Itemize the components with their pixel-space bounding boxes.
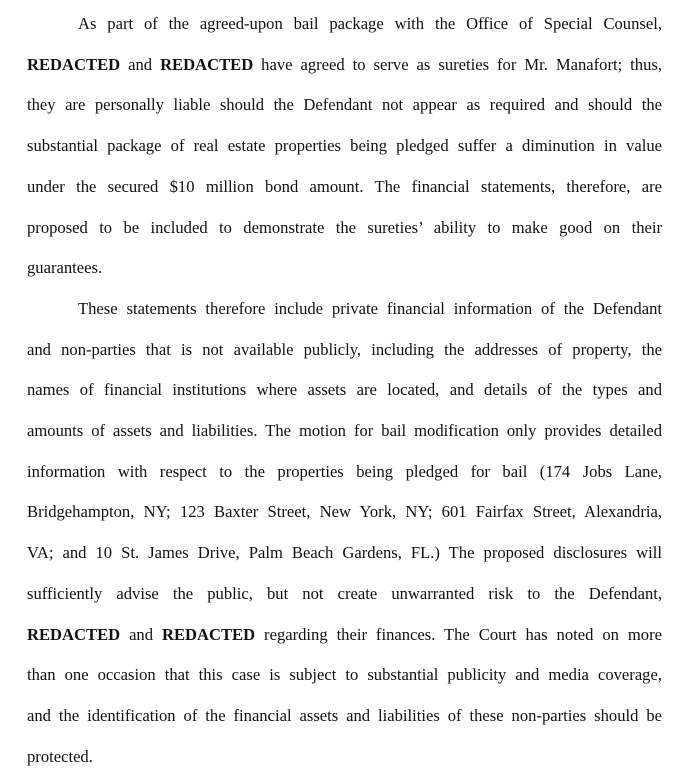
paragraph-2-line-12 [27,746,662,768]
paragraph-1-line-1 [78,13,662,35]
paragraph-1-line-5 [27,176,662,198]
redacted-name: REDACTED [27,624,121,644]
text-run: and the identification of the financial assets and liabilities of these non-parties should be [27,705,662,725]
paragraph-2-line-1 [78,298,662,320]
paragraph-2-line-4 [27,420,662,442]
text-run: under the secured $10 million bond amount. The financial statements, therefore, are [27,176,662,196]
paragraph-1-line-6 [27,217,662,239]
text-run: and non-parties that is not available publicly, including the addresses of property, the [27,339,662,359]
redacted-name: REDACTED [27,54,121,74]
text-run: guarantees. [27,258,103,278]
redacted-name: REDACTED [161,624,256,644]
text-run: regarding their finances. The Court has noted on more [255,624,662,644]
paragraph-1-line-7 [27,257,662,279]
paragraph-2-line-3 [27,379,662,401]
paragraph-2-line-8 [27,583,662,605]
paragraph-1-line-4 [27,135,662,157]
paragraph-2-line-2 [27,339,662,361]
text-run: proposed to be included to demonstrate the sureties’ ability to make good on their [27,217,662,237]
text-run: and [120,624,162,644]
text-run: names of financial institutions where assets are located, and details of the types and [27,380,662,400]
text-run: information with respect to the properties being pledged for bail (174 Jobs Lane, [27,461,662,481]
text-run: VA; and 10 St. James Drive, Palm Beach Gardens, FL.) The proposed disclosures will [27,543,662,563]
text-run: they are personally liable should the Defendant not appear as required and should the [27,95,662,115]
text-run: sufficiently advise the public, but not create unwarranted risk to the Defendant, [27,583,662,603]
text-run: substantial package of real estate properties being pledged suffer a diminution in value [27,136,662,156]
paragraph-2-line-7 [27,542,662,564]
text-run: These statements therefore include private financial information of the Defendant [78,298,662,318]
text-run: protected. [27,746,93,766]
text-run: As part of the agreed-upon bail package with the Office of Special Counsel, [78,14,662,33]
paragraph-1-line-3 [27,94,662,116]
text-run: amounts of assets and liabilities. The motion for bail modification only provides detailed [27,421,662,440]
paragraph-2-line-9 [27,624,662,646]
redacted-name: REDACTED [160,54,254,74]
paragraph-2-line-5 [27,461,662,483]
paragraph-2-line-6 [27,501,662,523]
paragraph-2-line-10 [27,664,662,686]
text-run: Bridgehampton, NY; 123 Baxter Street, New York, NY; 601 Fairfax Street, Alexandria, [27,502,662,522]
paragraph-1-line-2 [27,54,662,76]
text-run: have agreed to serve as sureties for Mr. Manafort; thus, [253,54,662,74]
text-run: and [120,54,161,74]
paragraph-2-line-11 [27,705,662,727]
text-run: than one occasion that this case is subject to substantial publicity and media coverage, [27,665,662,685]
